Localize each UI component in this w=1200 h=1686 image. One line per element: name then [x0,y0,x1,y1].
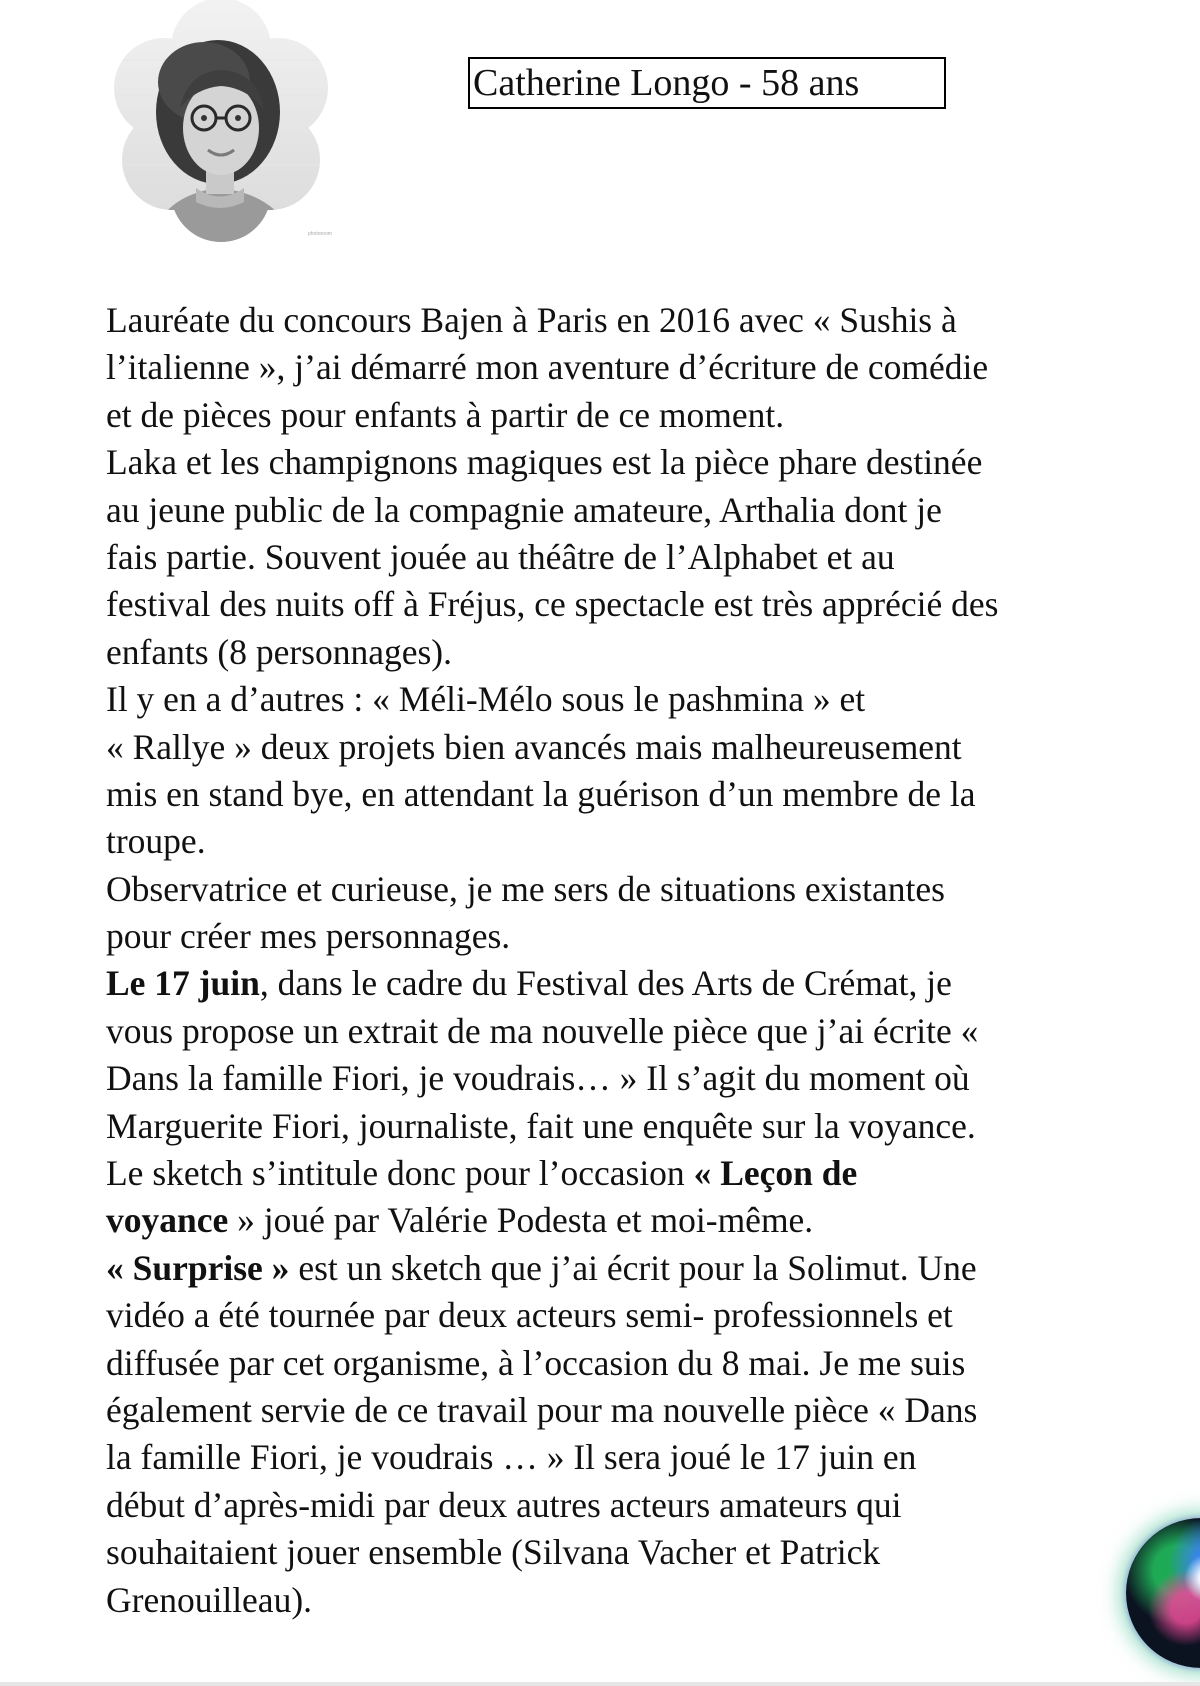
text-line [106,344,1146,391]
text-span: Observatrice et curieuse, je me sers de situations existantes [106,868,945,909]
text-span: , dans le cadre du Festival des Arts de Crémat, je [259,963,952,1004]
author-portrait [108,0,334,250]
text-span: Le sketch s’intitule donc pour l’occasion [106,1153,694,1194]
text-line [106,297,1146,344]
text-line [106,629,1146,676]
text-line [106,1055,1146,1102]
text-line [106,1387,1146,1434]
photo-credit: photoroom [308,231,332,237]
text-span: Marguerite Fiori, journaliste, fait une enquête sur la voyance. [106,1105,976,1146]
text-span: Laka et les champignons magiques est la pièce phare destinée [106,442,983,483]
text-span: pour créer mes personnages. [106,916,511,957]
text-span: au jeune public de la compagnie amateure, Arthalia dont je [106,489,942,530]
page-title: Catherine Longo - 58 ans [468,57,946,109]
text-span: diffusée par cet organisme, à l’occasion du 8 mai. Je me suis [106,1342,966,1383]
bold-text: voyance [106,1200,229,1241]
text-line [106,581,1146,628]
text-span: Il y en a d’autres : « Méli-Mélo sous le pashmina » et [106,679,866,720]
bold-text: « Leçon de [693,1153,858,1194]
text-line [106,1008,1146,1055]
text-span: également servie de ce travail pour ma nouvelle pièce « Dans [106,1389,978,1430]
text-line [106,866,1146,913]
biography-text [106,297,1146,1624]
text-span: enfants (8 personnages). [106,631,453,672]
text-line [106,1103,1146,1150]
text-line [106,724,1146,771]
text-line [106,1245,1146,1292]
text-line [106,818,1146,865]
text-line [106,534,1146,581]
text-span: souhaitaient jouer ensemble (Silvana Vacher et Patrick [106,1532,881,1573]
text-span: l’italienne », j’ai démarré mon aventure d’écriture de comédie [106,347,989,388]
text-span: Lauréate du concours Bajen à Paris en 2016 avec « Sushis à [106,300,957,340]
text-span: vous propose un extrait de ma nouvelle pièce que j’ai écrite « [106,1010,979,1051]
text-line [106,1340,1146,1387]
text-line [106,1434,1146,1481]
text-span: et de pièces pour enfants à partir de ce moment. [106,394,785,435]
bold-text: « Surprise » [106,1247,290,1288]
text-line [106,960,1146,1007]
text-line [106,439,1146,486]
text-span: festival des nuits off à Fréjus, ce spectacle est très apprécié des [106,584,999,625]
portrait-photo-icon [108,0,334,250]
text-line [106,1197,1146,1244]
text-span: « Rallye » deux projets bien avancés mais malheureusement [106,726,962,767]
text-line [106,1482,1146,1529]
text-span: troupe. [106,821,206,862]
text-line [106,676,1146,723]
text-span: début d’après-midi par deux autres acteurs amateurs qui [106,1484,902,1525]
text-span: fais partie. Souvent jouée au théâtre de l’Alphabet et au [106,536,895,577]
text-line [106,487,1146,534]
text-line [106,913,1146,960]
text-span: mis en stand bye, en attendant la guérison d’un membre de la [106,773,976,814]
text-span: vidéo a été tournée par deux acteurs semi- professionnels et [106,1295,953,1336]
text-line [106,1292,1146,1339]
text-span: la famille Fiori, je voudrais … » Il sera joué le 17 juin en [106,1437,917,1478]
text-span: Dans la famille Fiori, je voudrais… » Il s’agit du moment où [106,1058,970,1099]
text-span: » joué par Valérie Podesta et moi-même. [228,1200,814,1241]
text-line [106,392,1146,439]
text-line [106,1577,1146,1624]
text-line [106,1529,1146,1576]
bottom-divider [0,1682,1200,1686]
text-line [106,1150,1146,1197]
bold-text: Le 17 juin [106,963,260,1004]
text-line [106,771,1146,818]
text-span: est un sketch que j’ai écrit pour la Solimut. Une [289,1247,977,1288]
text-span: Grenouilleau). [106,1579,313,1620]
